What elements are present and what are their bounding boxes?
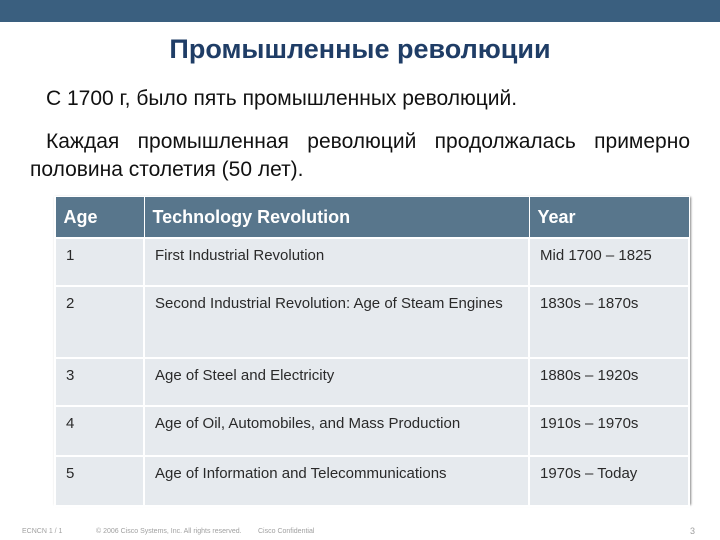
header-year: Year	[529, 197, 689, 239]
revolutions-table-frame	[54, 196, 690, 504]
duration-paragraph-text: Каждая промышленная революций продолжалась примерно половина столетия (50 лет).	[30, 130, 690, 181]
table-header-row	[55, 197, 689, 239]
header-age: Age	[55, 197, 144, 239]
footer-page-number: 3	[690, 526, 696, 536]
intro-paragraph: С 1700 г, было пять промышленных революций.	[46, 87, 518, 110]
cell-year: 1970s – Today	[529, 456, 689, 506]
cell-age: 1	[55, 238, 144, 286]
table-row	[55, 286, 689, 358]
cell-age: 4	[55, 406, 144, 456]
top-header-bar	[0, 0, 720, 22]
cell-year: Mid 1700 – 1825	[529, 238, 689, 286]
cell-technology: Age of Oil, Automobiles, and Mass Production	[144, 406, 529, 456]
cell-year: 1830s – 1870s	[529, 286, 689, 358]
cell-technology: Age of Steel and Electricity	[144, 358, 529, 406]
cell-year: 1880s – 1920s	[529, 358, 689, 406]
cell-technology: Second Industrial Revolution: Age of Steam Engines	[144, 286, 529, 358]
slide-title: Промышленные революции	[169, 34, 551, 64]
footer-copyright: © 2006 Cisco Systems, Inc. All rights reserved.	[96, 528, 242, 535]
duration-paragraph	[30, 128, 690, 184]
cell-year: 1910s – 1970s	[529, 406, 689, 456]
cell-age: 5	[55, 456, 144, 506]
revolutions-table	[54, 196, 690, 507]
table-row	[55, 406, 689, 456]
table-row	[55, 358, 689, 406]
table-row	[55, 456, 689, 506]
cell-age: 2	[55, 286, 144, 358]
cell-technology: First Industrial Revolution	[144, 238, 529, 286]
table-row	[55, 238, 689, 286]
footer-course-id: ECNCN 1 / 1	[22, 528, 63, 535]
footer-confidential: Cisco Confidential	[258, 528, 315, 535]
cell-technology: Age of Information and Telecommunications	[144, 456, 529, 506]
header-technology-revolution: Technology Revolution	[144, 197, 529, 239]
cell-age: 3	[55, 358, 144, 406]
